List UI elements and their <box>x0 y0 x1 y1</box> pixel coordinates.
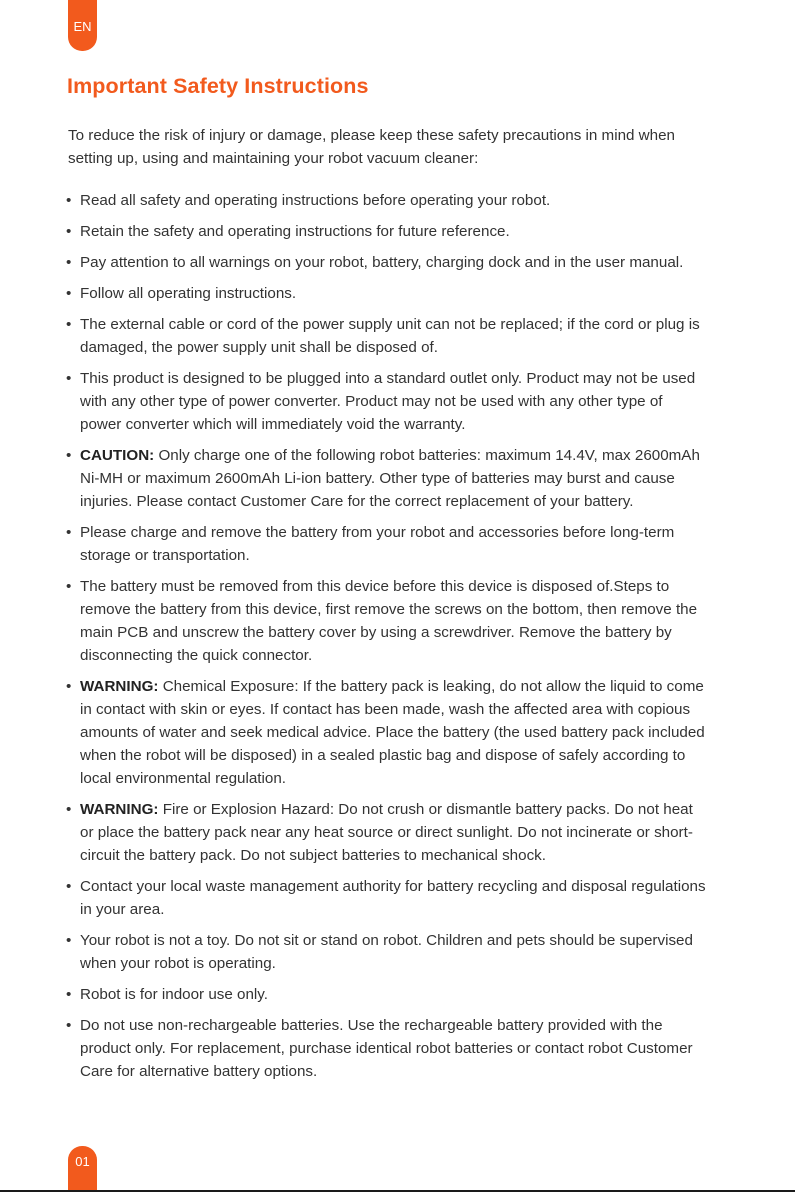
item-text: Please charge and remove the battery from your robot and accessories before long-term storage or transportation. <box>80 524 675 564</box>
item-text: Chemical Exposure: If the battery pack is leaking, do not allow the liquid to come in contact with skin or eyes. If contact has been made, wash the affected area with copious amounts of water and seek medical advice. Place the battery (the used battery pack included when the robot will be disposed) in a sealed plastic bag and dispose of safely according to local environmental regulation. <box>80 678 705 787</box>
language-tab: EN <box>68 0 97 51</box>
list-item <box>68 983 708 1006</box>
list-item <box>68 929 708 975</box>
list-item <box>68 367 708 436</box>
list-item <box>68 575 708 667</box>
warning-label: WARNING: <box>80 801 159 818</box>
list-item <box>68 251 708 274</box>
bullet-icon: • <box>66 801 72 818</box>
bullet-icon: • <box>66 524 72 541</box>
bullet-icon: • <box>66 986 72 1003</box>
bullet-icon: • <box>66 878 72 895</box>
item-text: Your robot is not a toy. Do not sit or stand on robot. Children and pets should be supervised when your robot is operating. <box>80 932 693 972</box>
bullet-icon: • <box>66 1017 72 1034</box>
intro-paragraph: To reduce the risk of injury or damage, please keep these safety precautions in mind when setting up, using and maintaining your robot vacuum cleaner: <box>68 127 675 167</box>
item-text: This product is designed to be plugged into a standard outlet only. Product may not be used with any other type of power converter. Product may not be used with any other type of power converter which will immediately void the warranty. <box>80 370 696 433</box>
bullet-icon: • <box>66 932 72 949</box>
item-text: Fire or Explosion Hazard: Do not crush or dismantle battery packs. Do not heat or place the battery pack near any heat source or direct sunlight. Do not incinerate or short-circuit the battery pack. Do not subject batteries to mechanical shock. <box>80 801 693 864</box>
item-text: Robot is for indoor use only. <box>80 986 268 1003</box>
caution-label: CAUTION: <box>80 447 155 464</box>
item-text: Only charge one of the following robot batteries: maximum 14.4V, max 2600mAh Ni-MH or maximum 2600mAh Li-ion battery. Other type of batteries may burst and cause injuries. Please contact Customer Care for the correct replacement of your battery. <box>80 447 700 510</box>
list-item <box>68 521 708 567</box>
item-text: Pay attention to all warnings on your robot, battery, charging dock and in the user manual. <box>80 254 684 271</box>
item-text: Retain the safety and operating instructions for future reference. <box>80 223 510 240</box>
bullet-icon: • <box>66 223 72 240</box>
item-text: The battery must be removed from this device before this device is disposed of.Steps to remove the battery from this device, first remove the screws on the bottom, then remove the main PCB and unscrew the battery cover by using a screwdriver. Remove the battery by disconnecting the quick connector. <box>80 578 698 664</box>
item-text: Contact your local waste management authority for battery recycling and disposal regulations in your area. <box>80 878 706 918</box>
list-item <box>68 220 708 243</box>
bullet-icon: • <box>66 192 72 209</box>
item-text: Follow all operating instructions. <box>80 285 297 302</box>
bullet-icon: • <box>66 447 72 464</box>
list-item <box>68 1014 708 1083</box>
safety-list <box>68 189 708 1091</box>
bullet-icon: • <box>66 254 72 271</box>
bullet-icon: • <box>66 285 72 302</box>
item-text: Read all safety and operating instructions before operating your robot. <box>80 192 551 209</box>
list-item <box>68 189 708 212</box>
page-title: Important Safety Instructions <box>67 74 369 98</box>
list-item <box>68 798 708 867</box>
list-item <box>68 675 708 790</box>
bullet-icon: • <box>66 578 72 595</box>
page-number: 01 <box>68 1146 97 1192</box>
list-item <box>68 313 708 359</box>
item-text: Do not use non-rechargeable batteries. Use the rechargeable battery provided with the product only. For replacement, purchase identical robot batteries or contact robot Customer Care for alternative battery options. <box>80 1017 693 1080</box>
bullet-icon: • <box>66 370 72 387</box>
warning-label: WARNING: <box>80 678 159 695</box>
list-item <box>68 444 708 513</box>
list-item <box>68 282 708 305</box>
bullet-icon: • <box>66 316 72 333</box>
bullet-icon: • <box>66 678 72 695</box>
item-text: The external cable or cord of the power supply unit can not be replaced; if the cord or plug is damaged, the power supply unit shall be disposed of. <box>80 316 700 356</box>
list-item <box>68 875 708 921</box>
